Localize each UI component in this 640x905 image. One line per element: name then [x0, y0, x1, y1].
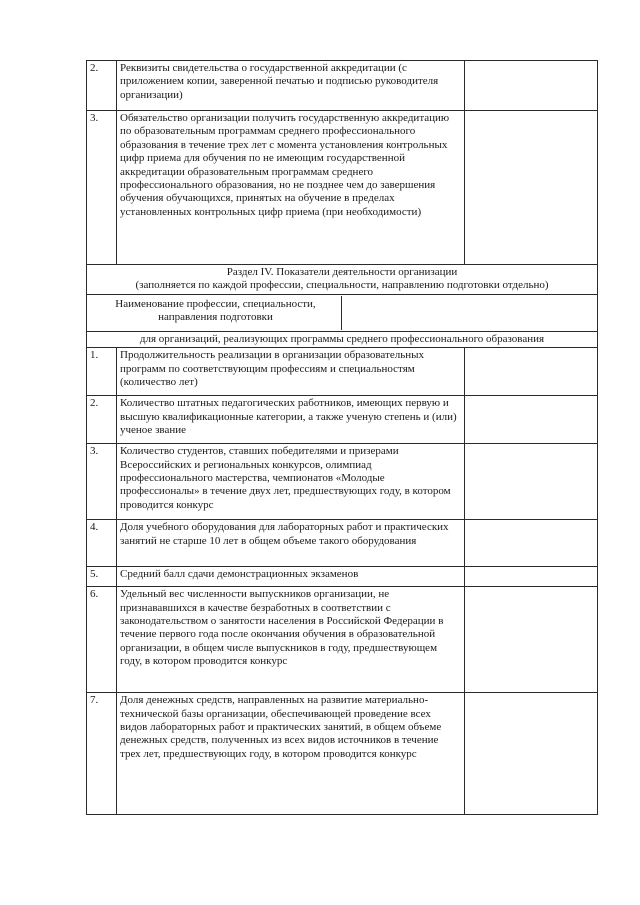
row-number: 1.	[87, 348, 117, 396]
row-value-cell	[465, 587, 598, 693]
row-number: 3.	[87, 444, 117, 520]
group-heading: для организаций, реализующих программы среднего профессионального образования	[87, 331, 598, 347]
row-number: 3.	[87, 111, 117, 265]
row-text: Количество штатных педагогических работников, имеющих первую и высшую квалификационные категории, а также ученую степень и (или) ученое звание	[117, 396, 465, 444]
row-number: 5.	[87, 567, 117, 587]
group-heading-row	[87, 331, 598, 347]
section-title: Раздел IV. Показатели деятельности организации	[226, 266, 458, 278]
row-text: Средний балл сдачи демонстрационных экзаменов	[117, 567, 465, 587]
row-number: 4.	[87, 520, 117, 567]
row-number: 2.	[87, 61, 117, 111]
table-row	[87, 348, 598, 396]
row-text: Доля денежных средств, направленных на развитие материально-технической базы организации, обеспечивающей проведение всех видов лабораторных работ и практических занятий, в общем объеме денежных средств, полученных из всех видов источников в течение трех лет, предшествующих году, в котором проводится конкурс	[117, 693, 465, 815]
table-row	[87, 567, 598, 587]
profession-name-value	[342, 296, 594, 330]
row-text: Количество студентов, ставших победителями и призерами Всероссийских и региональных конкурсов, олимпиад профессионального мастерства, чемпионатов «Молодые профессионалы» в течение двух лет, предшествующих году, в котором проводится конкурс	[117, 444, 465, 520]
section-header-row	[87, 265, 598, 295]
indicators-table	[86, 60, 598, 815]
table-row	[87, 111, 598, 265]
row-value-cell	[465, 693, 598, 815]
row-number: 2.	[87, 396, 117, 444]
table-row	[87, 587, 598, 693]
row-number: 6.	[87, 587, 117, 693]
row-number: 7.	[87, 693, 117, 815]
row-value-cell	[465, 61, 598, 111]
table-row	[87, 693, 598, 815]
row-value-cell	[465, 444, 598, 520]
row-value-cell	[465, 567, 598, 587]
row-text: Доля учебного оборудования для лабораторных работ и практических занятий не старше 10 лет в общем объеме такого оборудования	[117, 520, 465, 567]
profession-name-cell	[87, 294, 598, 331]
section-subtitle: (заполняется по каждой профессии, специальности, направлению подготовки отдельно)	[135, 279, 549, 292]
table-row	[87, 520, 598, 567]
table-row	[87, 61, 598, 111]
row-value-cell	[465, 396, 598, 444]
row-value-cell	[465, 348, 598, 396]
row-text: Обязательство организации получить государственную аккредитацию по образовательным программам среднего профессионального образования в течение трех лет с момента установления контрольных цифр приема для обучения по не имеющим государственной аккредитации образовательным программам среднего профессионального образования, но не позднее чем до завершения обучения обучающихся, принятых на обучение в пределах установленных контрольных цифр приема (при необходимости)	[117, 111, 465, 265]
row-text: Удельный вес численности выпускников организации, не признававшихся в качестве безработных в соответствии с законодательством о занятости населения в Российской Федерации в течение первого года после окончания обучения в образовательной организации, в общем числе выпускников в году, предшествующем году, в котором проводится конкурс	[117, 587, 465, 693]
row-text: Реквизиты свидетельства о государственной аккредитации (с приложением копии, заверенной печатью и подписью руководителя организации)	[117, 61, 465, 111]
row-text: Продолжительность реализации в организации образовательных программ по соответствующим профессиям и специальностям (количество лет)	[117, 348, 465, 396]
table-row	[87, 396, 598, 444]
row-value-cell	[465, 111, 598, 265]
row-value-cell	[465, 520, 598, 567]
section-header	[87, 265, 598, 295]
profession-name-row	[87, 294, 598, 331]
profession-name-label: Наименование профессии, специальности, направления подготовки	[90, 296, 342, 330]
table-row	[87, 444, 598, 520]
